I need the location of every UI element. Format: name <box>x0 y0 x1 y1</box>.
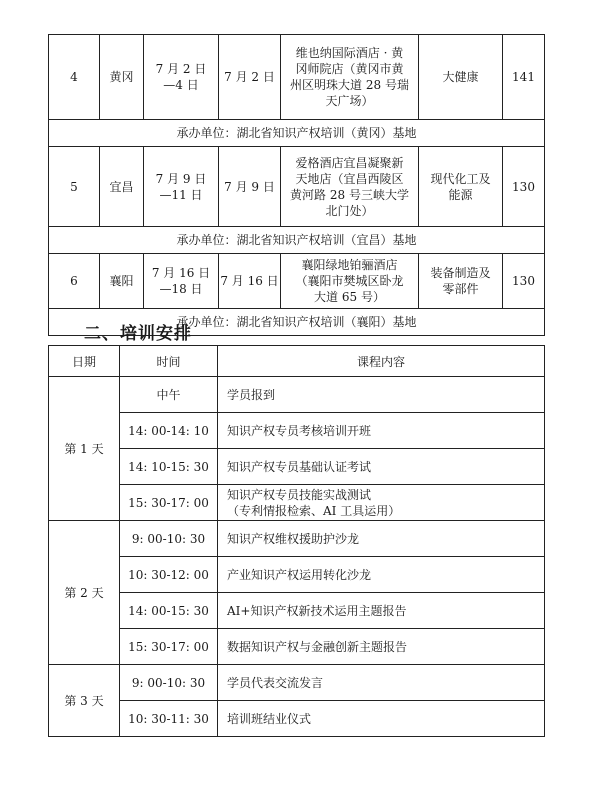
host-unit: 承办单位：湖北省知识产权培训（黄冈）基地 <box>49 120 545 147</box>
venue-address-line: 州区明珠大道 28 号瑞 <box>290 78 409 92</box>
venue-dates-line: —4 日 <box>163 78 199 92</box>
session-time: 中午 <box>120 377 218 413</box>
venue-address <box>281 35 419 120</box>
venue-address-line: 冈师院店（黄冈市黄 <box>295 62 404 76</box>
venue-row <box>49 254 545 309</box>
header-date: 日期 <box>49 346 120 377</box>
venue-industry-line: 大健康 <box>442 70 479 84</box>
venue-industry-line: 能源 <box>448 187 473 202</box>
venue-address-line: 北门处） <box>325 203 374 218</box>
schedule-row <box>49 377 545 413</box>
session-time: 9: 00-10: 30 <box>120 521 218 557</box>
session-time: 15: 30-17: 00 <box>120 485 218 521</box>
session-content: 知识产权专员基础认证考试 <box>218 449 545 485</box>
venue-address <box>281 254 419 309</box>
venue-city: 宜昌 <box>100 147 144 227</box>
venue-address-line: 襄阳绿地铂骊酒店 <box>301 258 398 272</box>
venue-checkin: 7 月 9 日 <box>219 147 281 227</box>
venue-city: 襄阳 <box>100 254 144 309</box>
host-unit: 承办单位：湖北省知识产权培训（襄阳）基地 <box>49 309 545 336</box>
session-time: 10: 30-11: 30 <box>120 701 218 737</box>
schedule-table <box>48 345 545 737</box>
venue-address-line: 维也纳国际酒店 · 黄 <box>295 46 404 60</box>
session-time: 14: 10-15: 30 <box>120 449 218 485</box>
venue-address-line: 爱格酒店宜昌凝聚新 <box>295 155 404 170</box>
venue-checkin: 7 月 2 日 <box>219 35 281 120</box>
venue-dates-line: 7 月 2 日 <box>155 62 207 76</box>
session-content <box>218 485 545 521</box>
host-row <box>49 120 545 147</box>
venue-row <box>49 147 545 227</box>
schedule-row <box>49 449 545 485</box>
venue-address-line: 大道 65 号） <box>314 290 385 304</box>
venue-number: 5 <box>49 147 100 227</box>
venue-dates <box>144 35 219 120</box>
schedule-header-row <box>49 346 545 377</box>
host-unit: 承办单位：湖北省知识产权培训（宜昌）基地 <box>49 227 545 254</box>
venue-industry <box>419 147 503 227</box>
session-time: 9: 00-10: 30 <box>120 665 218 701</box>
session-content-line: 知识产权专员技能实战测试 <box>227 487 372 502</box>
session-time: 15: 30-17: 00 <box>120 629 218 665</box>
venue-dates <box>144 254 219 309</box>
session-time: 10: 30-12: 00 <box>120 557 218 593</box>
schedule-row <box>49 629 545 665</box>
venue-industry <box>419 35 503 120</box>
session-time: 14: 00-14: 10 <box>120 413 218 449</box>
day-label: 第 1 天 <box>49 377 120 521</box>
session-content: 数据知识产权与金融创新主题报告 <box>218 629 545 665</box>
schedule-row <box>49 701 545 737</box>
header-time: 时间 <box>120 346 218 377</box>
day-label: 第 3 天 <box>49 665 120 737</box>
session-content: 学员报到 <box>218 377 545 413</box>
section-title: 二、培训安排 <box>84 324 192 344</box>
session-content-line: （专利情报检索、AI 工具运用） <box>227 503 401 518</box>
venue-industry-line: 装备制造及 <box>430 266 491 280</box>
host-row <box>49 227 545 254</box>
venue-dates-line: 7 月 16 日 <box>151 266 211 280</box>
session-content: 学员代表交流发言 <box>218 665 545 701</box>
session-content: AI+知识产权新技术运用主题报告 <box>218 593 545 629</box>
session-time: 14: 00-15: 30 <box>120 593 218 629</box>
session-content: 知识产权维权援助护沙龙 <box>218 521 545 557</box>
venue-address-line: （襄阳市樊城区卧龙 <box>295 274 404 288</box>
header-content: 课程内容 <box>218 346 545 377</box>
schedule-row <box>49 521 545 557</box>
schedule-row <box>49 593 545 629</box>
venue-dates-line: —18 日 <box>159 282 203 296</box>
venue-dates-line: 7 月 9 日 <box>155 171 207 186</box>
day-label: 第 2 天 <box>49 521 120 665</box>
venue-number: 6 <box>49 254 100 309</box>
venue-count: 130 <box>503 147 545 227</box>
venue-address-line: 黄河路 28 号三峡大学 <box>290 187 409 202</box>
venue-industry <box>419 254 503 309</box>
venue-checkin: 7 月 16 日 <box>219 254 281 309</box>
schedule-row <box>49 665 545 701</box>
session-content: 培训班结业仪式 <box>218 701 545 737</box>
venue-count: 141 <box>503 35 545 120</box>
session-content: 知识产权专员考核培训开班 <box>218 413 545 449</box>
schedule-row <box>49 557 545 593</box>
schedule-row <box>49 485 545 521</box>
venue-address <box>281 147 419 227</box>
venue-row <box>49 35 545 120</box>
venue-industry-line: 现代化工及 <box>430 171 491 186</box>
venue-address-line: 天广场） <box>325 94 374 108</box>
schedule-row <box>49 413 545 449</box>
venue-table <box>48 34 545 336</box>
venue-number: 4 <box>49 35 100 120</box>
session-content: 产业知识产权运用转化沙龙 <box>218 557 545 593</box>
venue-dates-line: —11 日 <box>159 187 203 202</box>
venue-city: 黄冈 <box>100 35 144 120</box>
venue-dates <box>144 147 219 227</box>
venue-address-line: 天地店（宜昌西陵区 <box>295 171 404 186</box>
venue-count: 130 <box>503 254 545 309</box>
venue-industry-line: 零部件 <box>442 282 479 296</box>
